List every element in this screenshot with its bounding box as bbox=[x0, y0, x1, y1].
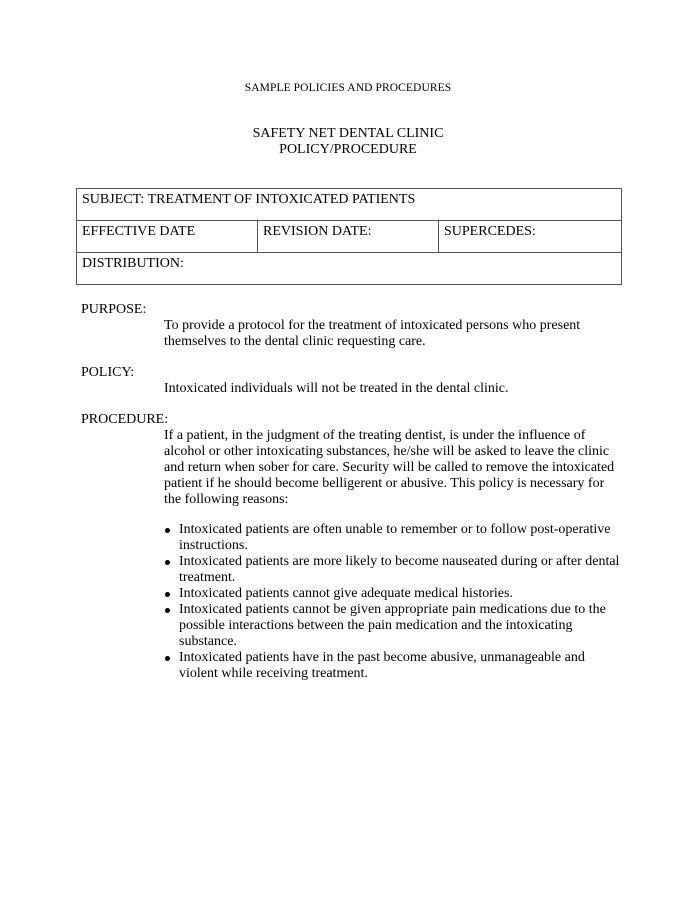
reason-text: Intoxicated patients are often unable to remember or to follow post-operative instructions. bbox=[179, 522, 611, 553]
list-item bbox=[164, 602, 624, 650]
revision-date-cell: REVISION DATE: bbox=[258, 221, 439, 253]
policy-text: Intoxicated individuals will not be treated in the dental clinic. bbox=[164, 381, 509, 396]
bullet-icon bbox=[165, 608, 170, 613]
procedure-label: PROCEDURE: bbox=[81, 412, 169, 427]
reason-text: Intoxicated patients have in the past become abusive, unmanageable and violent while receiving treatment. bbox=[179, 650, 585, 681]
distribution-row bbox=[77, 253, 622, 285]
bullet-icon bbox=[165, 656, 170, 661]
dates-row bbox=[77, 221, 622, 253]
document-type: POLICY/PROCEDURE bbox=[279, 142, 417, 157]
procedure-reasons-list bbox=[164, 522, 624, 682]
procedure-text: If a patient, in the judgment of the treating dentist, is under the influence of alcohol or other intoxicating substances, he/she will be asked to leave the clinic and return when sober for care. Security will be called to remove the intoxicated patient if he should become belligerent or abusive. This policy is necessary for the following reasons: bbox=[164, 428, 615, 507]
policy-label: POLICY: bbox=[81, 365, 135, 380]
reason-text: Intoxicated patients cannot give adequate medical histories. bbox=[179, 586, 513, 601]
effective-date-cell: EFFECTIVE DATE bbox=[77, 221, 258, 253]
purpose-label: PURPOSE: bbox=[81, 302, 147, 317]
bullet-icon bbox=[165, 560, 170, 565]
subject-cell: SUBJECT: TREATMENT OF INTOXICATED PATIENTS bbox=[77, 189, 622, 221]
supercedes-cell: SUPERCEDES: bbox=[439, 221, 622, 253]
bullet-icon bbox=[165, 528, 170, 533]
reason-text: Intoxicated patients cannot be given appropriate pain medications due to the possible interactions between the pain medication and the intoxicating substance. bbox=[179, 602, 606, 649]
list-item bbox=[164, 586, 624, 602]
clinic-name: SAFETY NET DENTAL CLINIC bbox=[252, 126, 444, 141]
distribution-cell: DISTRIBUTION: bbox=[77, 253, 622, 285]
list-item bbox=[164, 650, 624, 682]
subject-row bbox=[77, 189, 622, 221]
bullet-icon bbox=[165, 592, 170, 597]
reason-text: Intoxicated patients are more likely to become nauseated during or after dental treatment. bbox=[179, 554, 620, 585]
list-item bbox=[164, 554, 624, 586]
policy-info-table bbox=[76, 188, 622, 285]
document-header-label: SAMPLE POLICIES AND PROCEDURES bbox=[244, 82, 452, 94]
purpose-text: To provide a protocol for the treatment of intoxicated persons who present themselves to the dental clinic requesting care. bbox=[164, 318, 581, 349]
list-item bbox=[164, 522, 624, 554]
